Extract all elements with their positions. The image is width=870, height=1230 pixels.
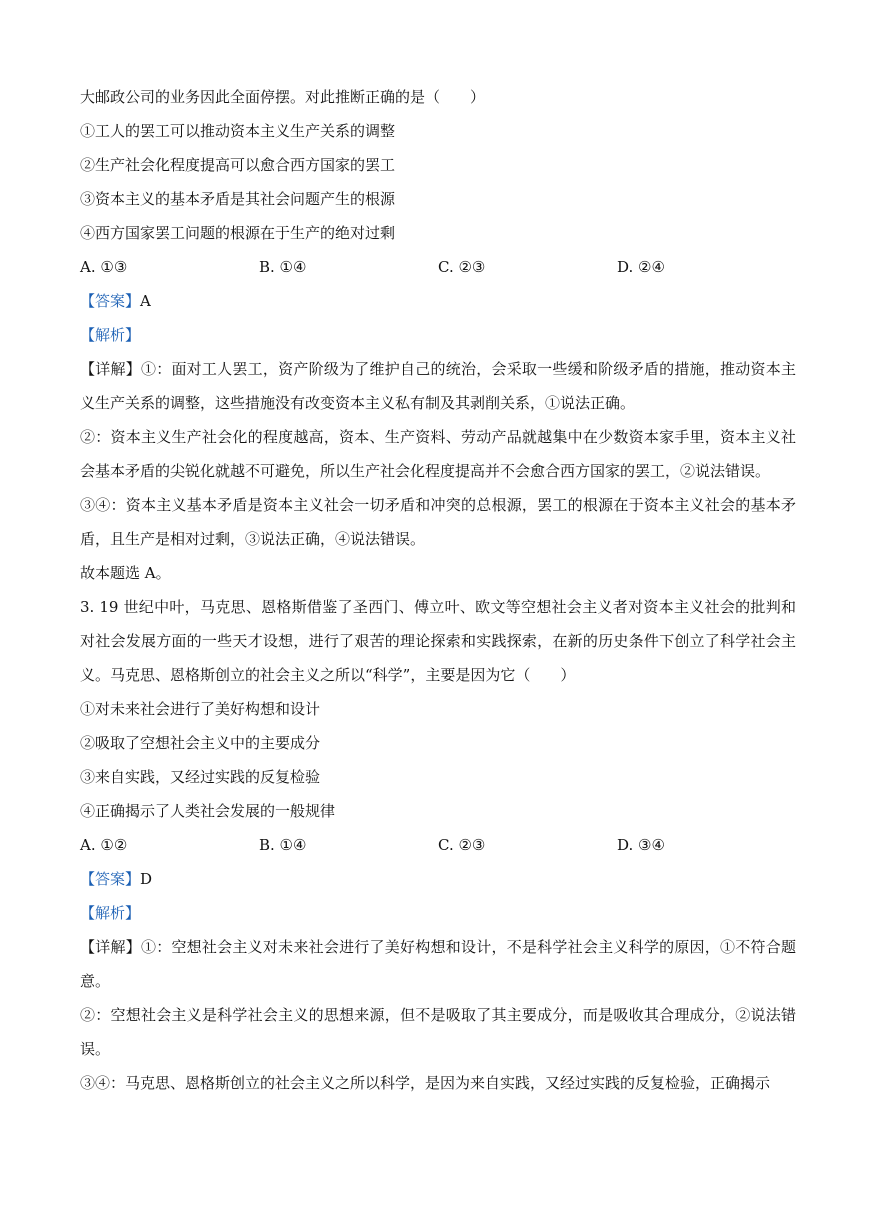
q3-answer: [80, 862, 796, 896]
q2-item-3: ③资本主义的基本矛盾是其社会问题产生的根源: [80, 190, 396, 208]
q2-item-2: ②生产社会化程度提高可以愈合西方国家的罢工: [80, 156, 396, 174]
q3-item-3: ③来自实践，又经过实践的反复检验: [80, 768, 321, 786]
q2-option-b: B. ①④: [259, 258, 307, 276]
q2-item-1: ①工人的罢工可以推动资本主义生产关系的调整: [80, 122, 396, 140]
q3-answer-tag: 【答案】: [80, 870, 141, 888]
q3-answer-value: D: [140, 870, 153, 888]
q3-detail-1: [80, 930, 796, 998]
q3-option-b: B. ①④: [259, 836, 307, 854]
q2-item-4: ④西方国家罢工问题的根源在于生产的绝对过剩: [80, 224, 396, 242]
q2-detail-2: ②：资本主义生产社会化的程度越高，资本、生产资料、劳动产品就越集中在少数资本家手里，资本主义社会基本矛盾的尖锐化就越不可避免，所以生产社会化程度提高并不会愈合西方国家的罢工，②说法错误。: [80, 428, 796, 480]
q3-detail-1-text: ①：空想社会主义对未来社会进行了美好构想和设计，不是科学社会主义科学的原因，①不符合题意。: [80, 938, 796, 990]
q3-item-4: ④正确揭示了人类社会发展的一般规律: [80, 802, 336, 820]
q2-option-c: C. ②③: [438, 258, 486, 276]
q2-detail-1-text: ①：面对工人罢工，资产阶级为了维护自己的统治，会采取一些缓和阶级矛盾的措施，推动资本主义生产关系的调整，这些措施没有改变资本主义私有制及其剥削关系，①说法正确。: [80, 360, 796, 412]
q3-detail-tag: 【详解】: [80, 938, 141, 956]
q3-detail-3: ③④：马克思、恩格斯创立的社会主义之所以科学，是因为来自实践，又经过实践的反复检验，正确揭示: [80, 1074, 771, 1092]
q2-options: [80, 250, 796, 284]
document-page: [80, 80, 796, 1100]
q2-conclusion: 故本题选 A。: [80, 564, 171, 582]
q3-analysis: [80, 896, 796, 930]
q2-analysis-tag: 【解析】: [80, 326, 141, 344]
q2-answer: [80, 284, 796, 318]
q3-stem: 3. 19 世纪中叶，马克思、恩格斯借鉴了圣西门、傅立叶、欧文等空想社会主义者对资本主义社会的批判和对社会发展方面的一些天才设想，进行了艰苦的理论探索和实践探索，在新的历史条件下创立了科学社会主义。马克思、恩格斯创立的社会主义之所以“科学”，主要是因为它（ ）: [80, 598, 796, 684]
q2-answer-value: A: [140, 292, 151, 310]
q2-stem-tail: 大邮政公司的业务因此全面停摆。对此推断正确的是（ ）: [80, 88, 486, 106]
q2-option-a: A. ①③: [80, 258, 128, 276]
q2-detail-3: ③④：资本主义基本矛盾是资本主义社会一切矛盾和冲突的总根源，罢工的根源在于资本主义社会的基本矛盾，且生产是相对过剩，③说法正确，④说法错误。: [80, 496, 796, 548]
q3-analysis-tag: 【解析】: [80, 904, 141, 922]
q2-answer-tag: 【答案】: [80, 292, 141, 310]
q2-option-d: D. ②④: [617, 258, 665, 276]
q2-analysis: [80, 318, 796, 352]
q3-option-d: D. ③④: [617, 836, 665, 854]
q3-detail-2: ②：空想社会主义是科学社会主义的思想来源，但不是吸取了其主要成分，而是吸收其合理成分，②说法错误。: [80, 1006, 796, 1058]
q3-option-a: A. ①②: [80, 836, 128, 854]
q3-item-1: ①对未来社会进行了美好构想和设计: [80, 700, 321, 718]
q3-options: [80, 828, 796, 862]
q3-item-2: ②吸取了空想社会主义中的主要成分: [80, 734, 321, 752]
q2-detail-1: [80, 352, 796, 420]
q3-option-c: C. ②③: [438, 836, 486, 854]
q2-detail-tag: 【详解】: [80, 360, 141, 378]
